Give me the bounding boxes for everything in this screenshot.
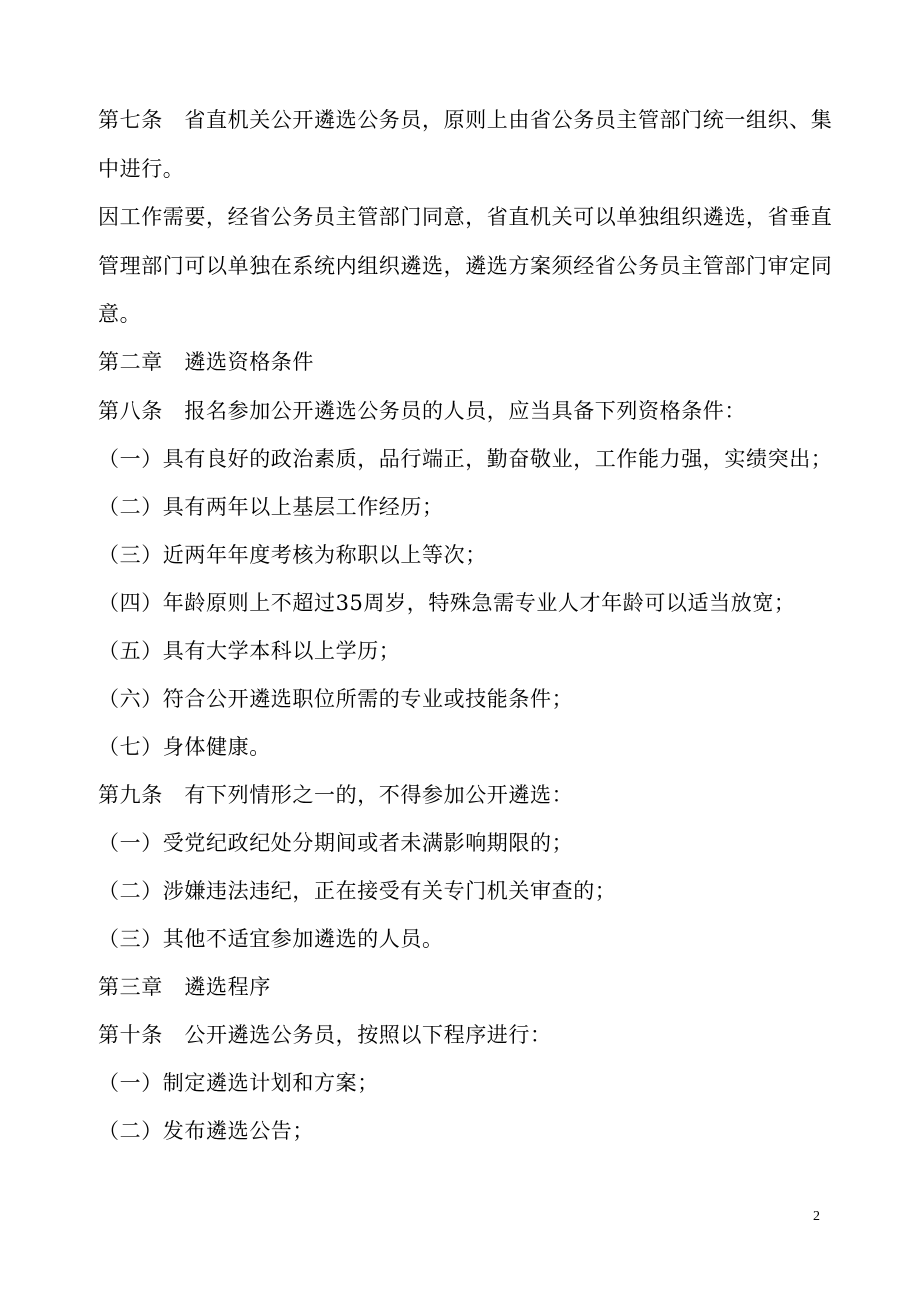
list-item: （一）具有良好的政治素质，品行端正，勤奋敬业，工作能力强，实绩突出； xyxy=(98,447,833,471)
chapter-heading: 第二章 遴选资格条件 xyxy=(98,350,314,374)
list-item: （四）年龄原则上不超过35周岁，特殊急需专业人才年龄可以适当放宽； xyxy=(98,591,796,615)
list-item: （三）其他不适宜参加遴选的人员。 xyxy=(98,927,444,951)
text-line: 第七条 省直机关公开遴选公务员，原则上由省公务员主管部门统一组织、集 xyxy=(98,108,833,132)
page-number: 2 xyxy=(813,1209,820,1224)
list-item: （三）近两年年度考核为称职以上等次； xyxy=(98,543,487,567)
article-heading: 第十条 公开遴选公务员，按照以下程序进行： xyxy=(98,1023,552,1047)
list-item: （五）具有大学本科以上学历； xyxy=(98,639,401,663)
chapter-heading: 第三章 遴选程序 xyxy=(98,975,271,999)
text-line: 因工作需要，经省公务员主管部门同意，省直机关可以单独组织遴选，省垂直 xyxy=(98,205,833,229)
list-item: （一）受党纪政纪处分期间或者未满影响期限的； xyxy=(98,831,574,855)
list-item: （二）发布遴选公告； xyxy=(98,1119,314,1143)
text-line: 管理部门可以单独在系统内组织遴选，遴选方案须经省公务员主管部门审定同 xyxy=(98,254,833,278)
list-item: （二）具有两年以上基层工作经历； xyxy=(98,495,444,519)
list-item: （六）符合公开遴选职位所需的专业或技能条件； xyxy=(98,687,574,711)
text-line: 意。 xyxy=(98,302,142,326)
article-heading: 第九条 有下列情形之一的，不得参加公开遴选： xyxy=(98,783,574,807)
list-item: （一）制定遴选计划和方案； xyxy=(98,1071,379,1095)
text-line: 中进行。 xyxy=(98,157,185,181)
list-item: （二）涉嫌违法违纪，正在接受有关专门机关审查的； xyxy=(98,879,617,903)
article-heading: 第八条 报名参加公开遴选公务员的人员，应当具备下列资格条件： xyxy=(98,399,746,423)
list-item: （七）身体健康。 xyxy=(98,735,271,759)
